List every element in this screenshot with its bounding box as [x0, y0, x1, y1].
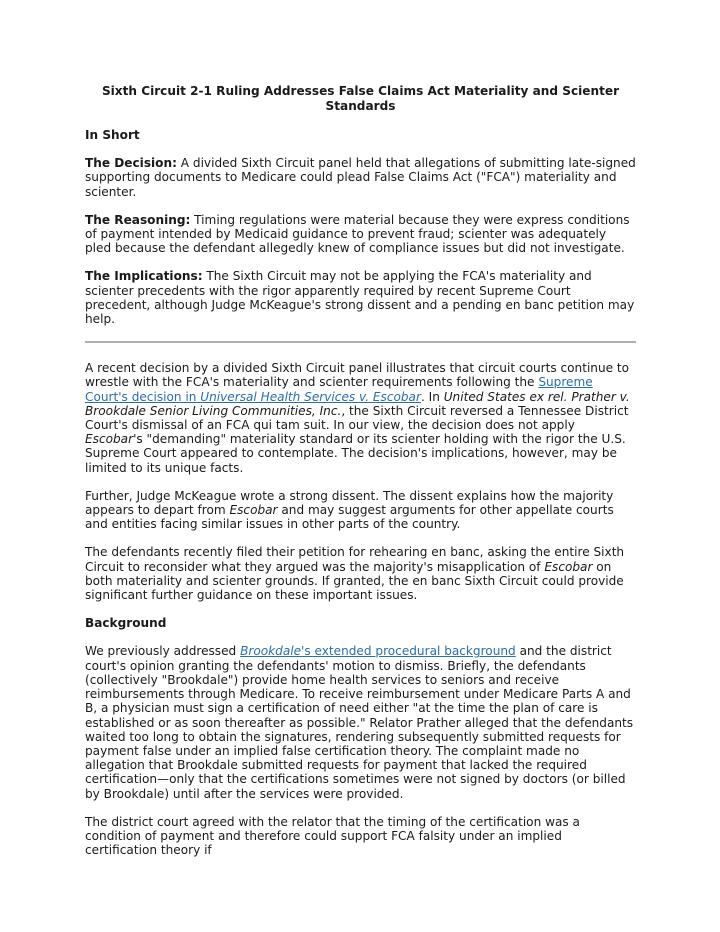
body-text: 's "demanding" materiality standard or its scienter holding with the rigor the U.S. Supreme Court appeared to contemplate. The decision's implications, however, may be limited to its unique facts.	[85, 432, 626, 475]
document-title: Sixth Circuit 2-1 Ruling Addresses False Claims Act Materiality and Scienter Standards	[101, 84, 620, 113]
implications-paragraph	[85, 269, 636, 326]
body-text: and may suggest arguments for other appellate courts and entities facing similar issues in other parts of the country.	[85, 503, 614, 532]
brookdale-background-link[interactable]	[240, 644, 516, 658]
body-text: A recent decision by a divided Sixth Circuit panel illustrates that circuit courts continue to wrestle with the FCA's materiality and scienter requirements following the	[85, 361, 630, 390]
body-text: The defendants recently filed their petition for rehearing en banc, asking the entire Sixth Circuit to reconsider what they argued was the majority's misapplication of	[85, 545, 625, 574]
case-name: United States ex rel. Prather v. Brookdale Senior Living Communities, Inc.	[85, 389, 630, 418]
reasoning-paragraph	[85, 213, 636, 256]
link-text: 's extended procedural background	[301, 644, 516, 659]
reasoning-text: Timing regulations were material because they were express conditions of payment intended by Medicaid guidance to prevent fraud; scienter was adequately pled because the defendant allegedly knew of compliance issues but did not investigate.	[85, 212, 630, 256]
body-paragraph-1	[85, 361, 636, 475]
body-text: and the district court's opinion granting the defendants' motion to dismiss. Briefly, the defendants (collectively "Brookdale") provide home health services to seniors and receive reimbursements through Medicare. To receive reimbursement under Medicare Parts A and B, a physician must sign a certification of need either "at the time the plan of care is established or as soon thereafter as possible." Relator Prather alleged that the defendants waited too long to obtain the signatures, rendering subsequently submitted requests for payment false under an implied false certification theory. The complaint made no allegation that Brookdale submitted requests for payment that lacked the required certification—only that the certifications sometimes were not signed by doctors (or billed by Brookdale) until after the services were provided.	[85, 644, 634, 801]
reasoning-label: The Reasoning:	[85, 212, 191, 227]
decision-paragraph	[85, 156, 636, 199]
background-heading: Background	[85, 616, 167, 631]
link-text: Supreme Court's decision in	[85, 375, 593, 404]
body-text: We previously addressed	[85, 644, 241, 659]
link-case-name: Brookdale	[240, 644, 302, 659]
document-page	[85, 84, 636, 871]
body-paragraph-3	[85, 545, 636, 602]
body-text: on both materiality and scienter grounds. If granted, the en banc Sixth Circuit could provide significant further guidance on these important issues.	[85, 559, 624, 603]
body-text: . In	[420, 389, 444, 404]
body-text: Further, Judge McKeague wrote a strong dissent. The dissent explains how the majority appears to depart from	[85, 488, 614, 518]
body-paragraph-4	[85, 644, 636, 800]
decision-text: A divided Sixth Circuit panel held that allegations of submitting late-signed supporting documents to Medicare could plead False Claims Act ("FCA") materiality and scienter.	[85, 156, 636, 199]
case-name: Escobar	[229, 503, 278, 518]
implications-text: The Sixth Circuit may not be applying the FCA's materiality and scienter precedents with the rigor apparently required by recent Supreme Court precedent, although Judge McKeague's strong dissent and a pending en banc petition may help.	[85, 269, 635, 327]
section-divider	[85, 341, 636, 343]
in-short-heading: In Short	[85, 128, 140, 142]
body-paragraph-2	[85, 489, 636, 532]
case-name: Escobar	[544, 559, 593, 574]
case-name: Escobar	[85, 432, 134, 447]
body-paragraph-5	[85, 815, 636, 858]
implications-label: The Implications:	[85, 269, 203, 284]
link-case-name: Universal Health Services v. Escobar	[200, 389, 421, 404]
body-text: , the Sixth Circuit reversed a Tennessee District Court's dismissal of an FCA qui tam suit. In our view, the decision does not apply	[85, 403, 629, 433]
decision-label: The Decision:	[85, 156, 177, 171]
body-text: The district court agreed with the relator that the timing of the certification was a condition of payment and therefore could support FCA falsity under an implied certification theory if	[85, 814, 580, 858]
